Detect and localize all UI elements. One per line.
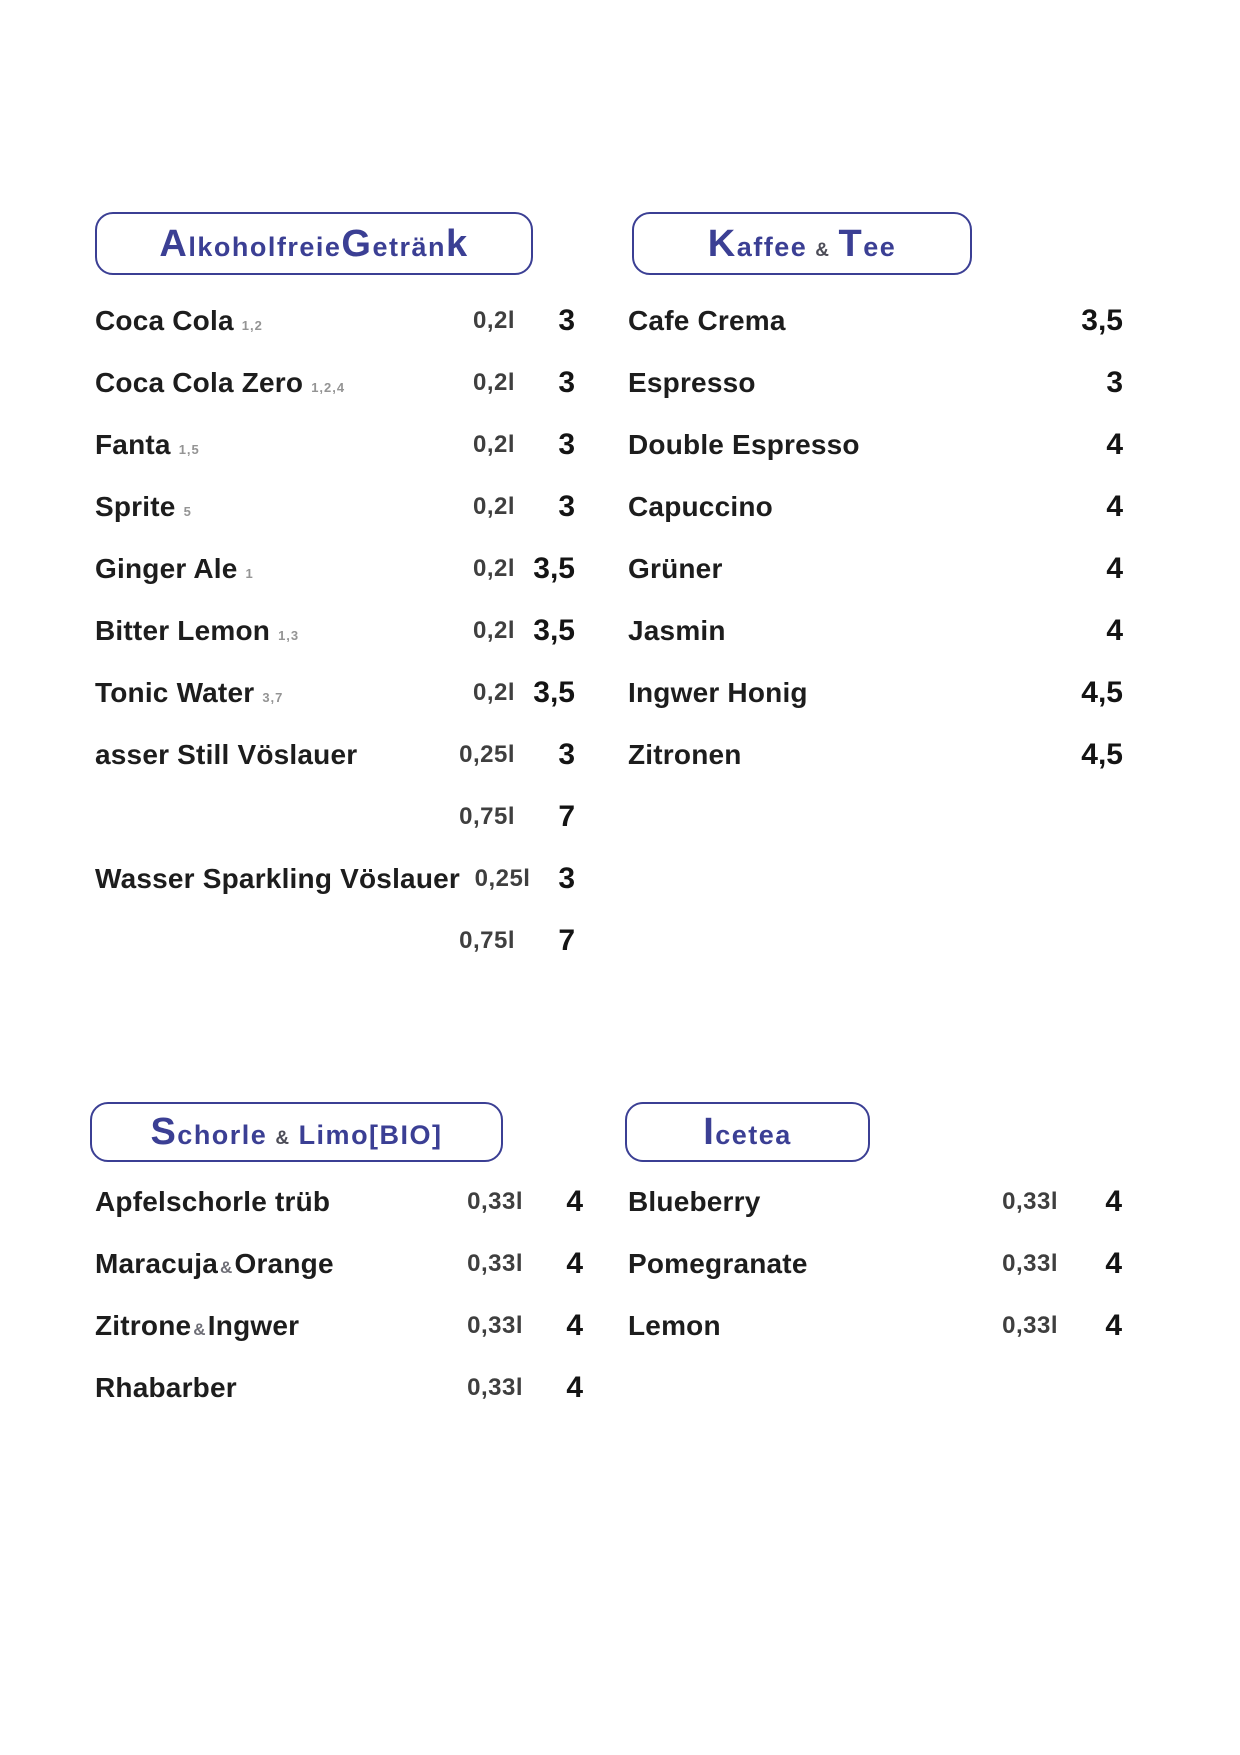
menu-item-row — [95, 786, 575, 848]
footnote-numbers: 5 — [183, 504, 192, 519]
menu-item-row — [95, 1171, 583, 1233]
item-volume: 0,33l — [467, 1250, 523, 1277]
menu-item-row — [628, 290, 1123, 352]
footnote-numbers: 1,2,4 — [311, 380, 346, 395]
item-name — [95, 553, 420, 585]
item-name — [95, 739, 420, 771]
item-name — [628, 429, 1053, 461]
item-name-text: Tonic Water — [95, 677, 255, 708]
title-segment: Limo[BIO] — [298, 1120, 443, 1150]
title-segment: affee — [736, 231, 808, 262]
menu-item-row — [95, 1295, 583, 1357]
title-segment: A — [159, 222, 189, 265]
footnote-numbers: 1 — [245, 566, 254, 581]
menu-item-row — [95, 414, 575, 476]
menu-item-row — [628, 352, 1123, 414]
menu-item-row — [628, 600, 1123, 662]
item-name-text: Fanta — [95, 429, 171, 460]
item-volume: 0,2l — [472, 555, 515, 582]
footnote-numbers: 1,3 — [278, 628, 300, 643]
menu-item-row — [95, 910, 575, 972]
item-name — [628, 367, 1053, 399]
title-segment: & — [275, 1128, 291, 1149]
menu-item-row — [95, 476, 575, 538]
item-volume: 0,2l — [472, 431, 515, 458]
item-price: 4 — [566, 1185, 583, 1218]
ampersand: & — [193, 1320, 206, 1339]
item-name — [628, 677, 1053, 709]
title-segment: eträn — [372, 231, 446, 262]
item-price: 4 — [1106, 428, 1123, 461]
section-title — [707, 222, 897, 265]
item-name-text: asser Still Vöslauer — [95, 739, 358, 770]
item-price: 3,5 — [533, 676, 575, 709]
item-volume: 0,33l — [467, 1374, 523, 1401]
item-price: 3,5 — [533, 552, 575, 585]
item-name-text: Bitter Lemon — [95, 615, 271, 646]
section-rows — [628, 1171, 1122, 1357]
item-name-text: Coca Cola Zero — [95, 367, 304, 398]
item-name-text: Wasser Sparkling Vöslauer — [95, 863, 460, 894]
item-price: 4 — [1105, 1309, 1122, 1342]
item-name-text: Grüner — [628, 553, 723, 584]
item-name-text: Orange — [234, 1248, 334, 1279]
item-name-text: Jasmin — [628, 615, 726, 646]
item-price: 7 — [558, 924, 575, 957]
item-name-text: Apfelschorle trüb — [95, 1186, 331, 1217]
item-price: 4,5 — [1081, 738, 1123, 771]
item-price: 3 — [558, 738, 575, 771]
item-name — [628, 305, 1053, 337]
item-price: 3,5 — [1081, 304, 1123, 337]
section-title — [159, 222, 469, 265]
item-name — [628, 1248, 963, 1280]
menu-item-row — [628, 1295, 1122, 1357]
item-name — [95, 677, 420, 709]
section-rows — [95, 290, 575, 972]
title-segment: k — [445, 222, 469, 265]
item-name-text: Sprite — [95, 491, 176, 522]
item-name — [628, 1310, 963, 1342]
item-name — [95, 367, 420, 399]
menu-item-row — [95, 662, 575, 724]
item-volume: 0,33l — [1002, 1312, 1058, 1339]
section-header-box — [90, 1102, 503, 1162]
title-segment: G — [341, 222, 373, 265]
item-name — [95, 1248, 428, 1280]
footnote-numbers: 3,7 — [262, 690, 284, 705]
item-name-text: Pomegranate — [628, 1248, 808, 1279]
title-segment: T — [838, 222, 864, 265]
ampersand: & — [220, 1258, 233, 1277]
section-rows — [95, 1171, 583, 1419]
item-volume: 0,33l — [467, 1312, 523, 1339]
menu-item-row — [628, 662, 1123, 724]
title-segment: S — [150, 1111, 178, 1153]
title-segment: lkoholfreie — [188, 231, 342, 262]
title-segment: K — [707, 222, 737, 265]
footnote-numbers: 1,5 — [178, 442, 200, 457]
item-name — [95, 1186, 428, 1218]
item-price: 3 — [1106, 366, 1123, 399]
section-title — [150, 1113, 442, 1151]
item-volume: 0,2l — [472, 307, 515, 334]
item-name-text: Zitronen — [628, 739, 742, 770]
item-volume: 0,2l — [472, 369, 515, 396]
item-volume: 0,33l — [1002, 1250, 1058, 1277]
item-volume: 0,2l — [472, 679, 515, 706]
item-price: 4 — [566, 1247, 583, 1280]
item-volume: 0,75l — [459, 803, 515, 830]
menu-item-row — [628, 724, 1123, 786]
menu-item-row — [628, 1233, 1122, 1295]
section-title — [703, 1113, 792, 1151]
item-name-text: Espresso — [628, 367, 756, 398]
title-segment: I — [703, 1111, 716, 1153]
item-name-text: Cafe Crema — [628, 305, 786, 336]
item-price: 4 — [566, 1371, 583, 1404]
footnote-numbers: 1,2 — [241, 318, 263, 333]
item-volume: 0,33l — [1002, 1188, 1058, 1215]
item-name — [95, 615, 420, 647]
item-name-text: Ingwer — [207, 1310, 300, 1341]
item-price: 4,5 — [1081, 676, 1123, 709]
item-volume: 0,2l — [472, 493, 515, 520]
item-price: 3 — [558, 304, 575, 337]
title-segment: & — [815, 239, 831, 261]
item-volume: 0,33l — [467, 1188, 523, 1215]
item-price: 3,5 — [533, 614, 575, 647]
item-price: 4 — [1106, 552, 1123, 585]
item-name — [628, 739, 1053, 771]
item-name-text: Blueberry — [628, 1186, 761, 1217]
item-price: 3 — [558, 366, 575, 399]
item-name — [95, 491, 420, 523]
item-name-text: Maracuja — [95, 1248, 218, 1279]
menu-item-row — [95, 352, 575, 414]
item-price: 4 — [1105, 1185, 1122, 1218]
title-segment: chorle — [177, 1120, 268, 1150]
menu-item-row — [95, 600, 575, 662]
item-name — [95, 305, 420, 337]
item-name-text: Coca Cola — [95, 305, 234, 336]
item-name-text: Zitrone — [95, 1310, 192, 1341]
menu-item-row — [628, 538, 1123, 600]
section-header-box — [632, 212, 972, 275]
item-name-text: Rhabarber — [95, 1372, 237, 1403]
item-name — [628, 491, 1053, 523]
menu-item-row — [95, 290, 575, 352]
title-segment: cetea — [715, 1120, 792, 1150]
item-name — [95, 1310, 428, 1342]
section-rows — [628, 290, 1123, 786]
item-price: 7 — [558, 800, 575, 833]
menu-item-row — [95, 1233, 583, 1295]
item-name — [95, 863, 460, 895]
item-name — [628, 1186, 963, 1218]
menu-item-row — [628, 414, 1123, 476]
section-header-box — [95, 212, 533, 275]
title-segment: ee — [863, 231, 897, 262]
item-volume: 0,2l — [472, 617, 515, 644]
item-price: 3 — [558, 490, 575, 523]
section-header-box — [625, 1102, 870, 1162]
menu-item-row — [95, 724, 575, 786]
item-name — [628, 553, 1053, 585]
item-price: 3 — [558, 862, 575, 895]
item-name-text: Ingwer Honig — [628, 677, 808, 708]
item-price: 4 — [1106, 614, 1123, 647]
item-name — [95, 429, 420, 461]
item-name — [628, 615, 1053, 647]
item-name — [95, 1372, 428, 1404]
menu-item-row — [628, 1171, 1122, 1233]
menu-item-row — [95, 538, 575, 600]
item-price: 4 — [1106, 490, 1123, 523]
menu-item-row — [628, 476, 1123, 538]
item-price: 4 — [566, 1309, 583, 1342]
item-volume: 0,25l — [474, 865, 531, 892]
item-price: 3 — [558, 428, 575, 461]
item-name-text: Lemon — [628, 1310, 721, 1341]
menu-item-row — [95, 848, 575, 910]
item-name-text: Double Espresso — [628, 429, 860, 460]
item-price: 4 — [1105, 1247, 1122, 1280]
item-volume: 0,25l — [459, 741, 515, 768]
item-volume: 0,75l — [459, 927, 515, 954]
item-name-text: Ginger Ale — [95, 553, 238, 584]
menu-item-row — [95, 1357, 583, 1419]
item-name-text: Capuccino — [628, 491, 773, 522]
